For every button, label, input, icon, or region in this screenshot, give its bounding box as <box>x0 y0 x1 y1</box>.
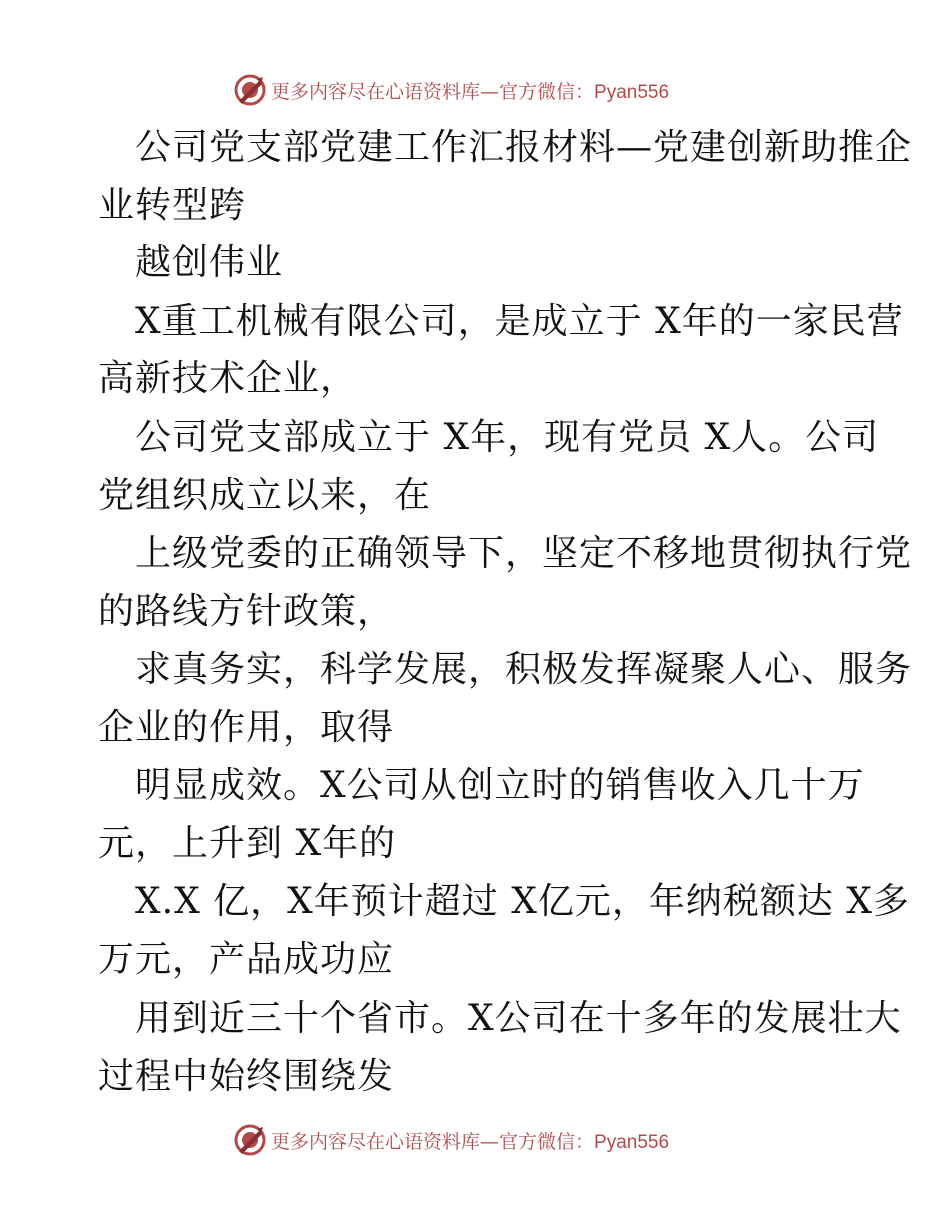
watermark-wechat-id: Pyan556 <box>594 81 670 103</box>
text-line: 明显成效。X公司从创立时的销售收入几十万 <box>135 765 865 806</box>
text-line: 元，上升到 X年的 <box>98 823 397 864</box>
watermark-dash: — <box>480 1130 500 1153</box>
text-line: 企业的作用，取得 <box>98 707 395 748</box>
watermark-wechat-id: Pyan556 <box>594 1131 670 1153</box>
watermark-site-text: 更多内容尽在心语资料库 <box>271 1130 481 1153</box>
text-line: X.X 亿，X年预计超过 X亿元，年纳税额达 X多 <box>135 881 910 922</box>
quill-seal-icon <box>233 1123 267 1157</box>
text-line: 用到近三十个省市。X公司在十多年的发展壮大 <box>135 998 902 1039</box>
watermark-dash: — <box>480 80 500 103</box>
text-line: 高新技术企业， <box>98 358 358 399</box>
text-line: 越创伟业 <box>135 242 284 283</box>
text-line: 上级党委的正确领导下，坚定不移地贯彻执行党 <box>135 533 913 574</box>
watermark-wechat-label: 官方微信： <box>499 1130 595 1153</box>
watermark-site-text: 更多内容尽在心语资料库 <box>271 80 481 103</box>
text-line: 公司党支部党建工作汇报材料—党建创新助推企 <box>135 127 913 168</box>
watermark-text <box>271 1127 669 1154</box>
text-line: 过程中始终围绕发 <box>98 1056 395 1097</box>
watermark-banner-top <box>233 72 713 108</box>
quill-seal-icon <box>233 73 267 107</box>
watermark-text <box>271 77 669 104</box>
text-line: 党组织成立以来，在 <box>98 475 432 516</box>
text-line: 求真务实，科学发展，积极发挥凝聚人心、服务 <box>135 649 913 690</box>
watermark-wechat-label: 官方微信： <box>499 80 595 103</box>
text-line: X重工机械有限公司，是成立于 X年的一家民营 <box>135 301 904 342</box>
text-line: 万元，产品成功应 <box>98 939 395 980</box>
text-line: 公司党支部成立于 X年，现有党员 X人。公司 <box>135 417 880 458</box>
text-line: 业转型跨 <box>98 185 247 226</box>
text-line: 的路线方针政策， <box>98 591 395 632</box>
watermark-banner-bottom <box>233 1122 713 1158</box>
